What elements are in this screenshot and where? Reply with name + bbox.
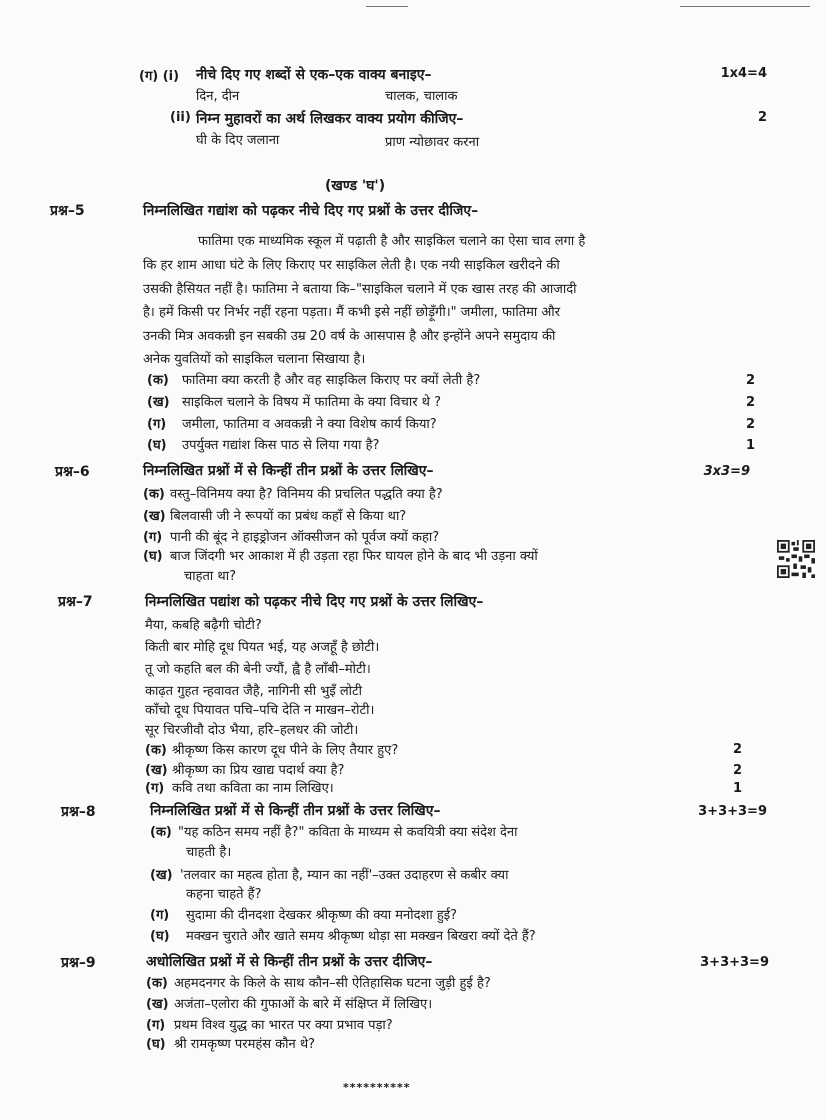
- q8-qd-text: मक्खन चुराते और खाते समय श्रीकृष्ण थोड़ा सा मक्खन बिखरा क्यों देते हैं?: [186, 929, 536, 944]
- q8-qa-label: (क): [150, 825, 172, 840]
- qr-code-icon: [777, 540, 815, 578]
- q9-qd-label: (घ): [146, 1037, 166, 1052]
- q5-passage-line: उनकी मित्र अवकन्नी इन सबकी उम्र 20 वर्ष के आसपास है और इन्होंने अपने समुदाय की: [143, 329, 556, 344]
- q7-qc-label: (ग): [145, 781, 165, 796]
- q5-qd-text: उपर्युक्त गद्यांश किस पाठ से लिया गया है?: [182, 438, 380, 453]
- q5-qc-marks: 2: [745, 417, 755, 432]
- q4g-idioms-left: घी के दिए जलाना: [196, 133, 280, 148]
- q4g-label: (ग) (i): [139, 69, 180, 84]
- top-rule-right: [680, 6, 810, 7]
- q4g-title: नीचे दिए गए शब्दों से एक–एक वाक्य बनाइए–: [196, 67, 432, 83]
- q6-qa-text: वस्तु–विनिमय क्या है? विनिमय की प्रचलित पद्धति क्या है?: [170, 487, 443, 502]
- q7-poem-line: तू जो कहति बल की बेनी ज्यौं, ह्वै है लाँबी–मोटी।: [145, 662, 371, 677]
- q5-passage-line: है। हमें किसी पर निर्भर नहीं रहना पड़ता। मैं कभी इसे नहीं छोड़ूँगी।" जमीला, फातिमा और: [143, 305, 561, 320]
- q5-qc-text: जमीला, फातिमा व अवकन्नी ने क्या विशेष कार्य किया?: [182, 417, 437, 432]
- q9-marks: 3+3+3=9: [700, 955, 769, 970]
- q6-qb-label: (ख): [143, 509, 166, 524]
- q9-qb-text: अजंता–एलोरा की गुफाओं के बारे में संक्षिप्त में लिखिए।: [174, 997, 433, 1012]
- q5-qd-label: (घ): [147, 438, 167, 453]
- q8-label: प्रश्न–8: [61, 804, 96, 820]
- q8-qd-label: (घ): [150, 929, 170, 944]
- q5-passage-line: उसकी हैसियत नहीं है। फातिमा ने बताया कि–"साइकिल चलाने में एक खास तरह की आजादी: [143, 282, 577, 297]
- q7-poem-line: काढ़त गुहत न्हवावत जैहै, नागिनी सी भुइँ लोटी: [145, 684, 362, 699]
- q9-qb-label: (ख): [146, 997, 169, 1012]
- q5-qa-text: फातिमा क्या करती है और वह साइकिल किराए पर क्यों लेती है?: [182, 373, 481, 388]
- q5-qa-marks: 2: [745, 373, 755, 388]
- q5-passage-line: कि हर शाम आधा घंटे के लिए किराए पर साइकिल लेती है। एक नयी साइकिल खरीदने की: [143, 258, 560, 273]
- q7-qb-marks: 2: [732, 763, 742, 778]
- q4g-marks: 1x4=4: [720, 66, 767, 81]
- q7-poem-line: मैया, कबहि बढ़ैगी चोटी?: [145, 618, 262, 633]
- q8-qb-text-cont: कहना चाहते हैं?: [186, 887, 262, 902]
- q8-title: निम्नलिखित प्रश्नों में से किन्हीं तीन प्रश्नों के उत्तर लिखिए–: [150, 803, 441, 819]
- q8-qa-text: "यह कठिन समय नहीं है?" कविता के माध्यम से कवयित्री क्या संदेश देना: [178, 825, 518, 840]
- q6-qd-label: (घ): [143, 549, 163, 564]
- q5-label: प्रश्न–5: [50, 203, 85, 219]
- q7-qb-label: (ख): [145, 763, 168, 778]
- q7-poem-line: काँचो दूध पियावत पचि–पचि देति न माखन–रोटी।: [145, 703, 375, 718]
- q5-qa-label: (क): [147, 373, 169, 388]
- top-rule: [366, 6, 408, 7]
- q7-poem-line: किती बार मोहि दूध पियत भई, यह अजहूँ है छोटी।: [145, 640, 380, 655]
- q7-qc-marks: 1: [732, 781, 742, 796]
- q8-qa-text-cont: चाहती है।: [186, 845, 232, 860]
- q7-title: निम्नलिखित पद्यांश को पढ़कर नीचे दिए गए प्रश्नों के उत्तर लिखिए–: [145, 594, 484, 610]
- q8-marks: 3+3+3=9: [698, 804, 767, 819]
- q9-qc-label: (ग): [146, 1018, 166, 1033]
- q7-qb-text: श्रीकृष्ण का प्रिय खाद्य पदार्थ क्या है?: [172, 763, 345, 778]
- q7-qa-marks: 2: [732, 742, 742, 757]
- end-mark: **********: [343, 1081, 411, 1094]
- q9-title: अधोलिखित प्रश्नों में से किन्हीं तीन प्रश्नों के उत्तर दीजिए–: [146, 954, 433, 970]
- q9-qa-label: (क): [146, 976, 168, 991]
- q7-qc-text: कवि तथा कविता का नाम लिखिए।: [172, 781, 334, 796]
- q6-qd-text-cont: चाहता था?: [184, 569, 237, 584]
- q8-qb-label: (ख): [150, 868, 173, 883]
- q6-qa-label: (क): [143, 487, 165, 502]
- q6-qb-text: बिलवासी जी ने रूपयों का प्रबंध कहाँ से किया था?: [170, 509, 407, 524]
- q8-qb-text: 'तलवार का महत्व होता है, म्यान का नहीं'–उक्त उदाहरण से कबीर क्या: [180, 868, 509, 883]
- q4g-words-left: दिन, दीन: [196, 89, 240, 104]
- q9-label: प्रश्न–9: [61, 955, 96, 971]
- q6-label: प्रश्न–6: [55, 464, 90, 480]
- q6-title: निम्नलिखित प्रश्नों में से किन्हीं तीन प्रश्नों के उत्तर लिखिए–: [143, 463, 434, 479]
- q4g-idioms-right: प्राण न्योछावर करना: [385, 135, 480, 150]
- q8-qc-label: (ग): [150, 908, 170, 923]
- q7-qa-text: श्रीकृष्ण किस कारण दूध पीने के लिए तैयार हुए?: [172, 743, 399, 758]
- q5-passage-line: फातिमा एक माध्यमिक स्कूल में पढ़ाती है और साइकिल चलाने का ऐसा चाव लगा है: [198, 234, 586, 249]
- q6-qc-label: (ग): [143, 530, 163, 545]
- q7-label: प्रश्न–7: [58, 594, 93, 610]
- section-heading: (खण्ड 'घ'): [325, 178, 386, 194]
- q4g-words-right: चालक, चालाक: [385, 89, 458, 104]
- q5-qb-marks: 2: [745, 395, 755, 410]
- q4g-sub-title: निम्न मुहावरों का अर्थ लिखकर वाक्य प्रयोग कीजिए–: [196, 111, 464, 127]
- q5-qb-text: साइकिल चलाने के विषय में फातिमा के क्या विचार थे ?: [182, 395, 441, 410]
- q5-qb-label: (ख): [147, 395, 170, 410]
- q9-qc-text: प्रथम विश्व युद्ध का भारत पर क्या प्रभाव पड़ा?: [174, 1018, 393, 1033]
- q4g-sub-marks: 2: [757, 110, 767, 125]
- q5-passage-line: अनेक युवतियों को साइकिल चलाना सिखाया है।: [143, 352, 366, 367]
- q6-qd-text: बाज जिंदगी भर आकाश में ही उड़ता रहा फिर घायल होने के बाद भी उड़ना क्यों: [170, 549, 538, 564]
- q4g-sub-label: (ii): [170, 110, 191, 125]
- q7-poem-line: सूर चिरजीवौ दोउ भैया, हरि–हलधर की जोटी।: [145, 723, 359, 738]
- q7-qa-label: (क): [145, 743, 167, 758]
- q8-qc-text: सुदामा की दीनदशा देखकर श्रीकृष्ण की क्या मनोदशा हुई?: [186, 908, 458, 923]
- q5-qd-marks: 1: [745, 438, 755, 453]
- q9-qd-text: श्री रामकृष्ण परमहंस कौन थे?: [174, 1037, 316, 1052]
- q6-qc-text: पानी की बूंद ने हाइड्रोजन ऑक्सीजन को पूर्वज क्यों कहा?: [170, 530, 440, 545]
- q6-marks: 3x3=9: [703, 464, 750, 479]
- q5-qc-label: (ग): [147, 417, 167, 432]
- q5-title: निम्नलिखित गद्यांश को पढ़कर नीचे दिए गए प्रश्नों के उत्तर दीजिए–: [143, 203, 479, 219]
- q9-qa-text: अहमदनगर के किले के साथ कौन–सी ऐतिहासिक घटना जुड़ी हुई है?: [174, 976, 491, 991]
